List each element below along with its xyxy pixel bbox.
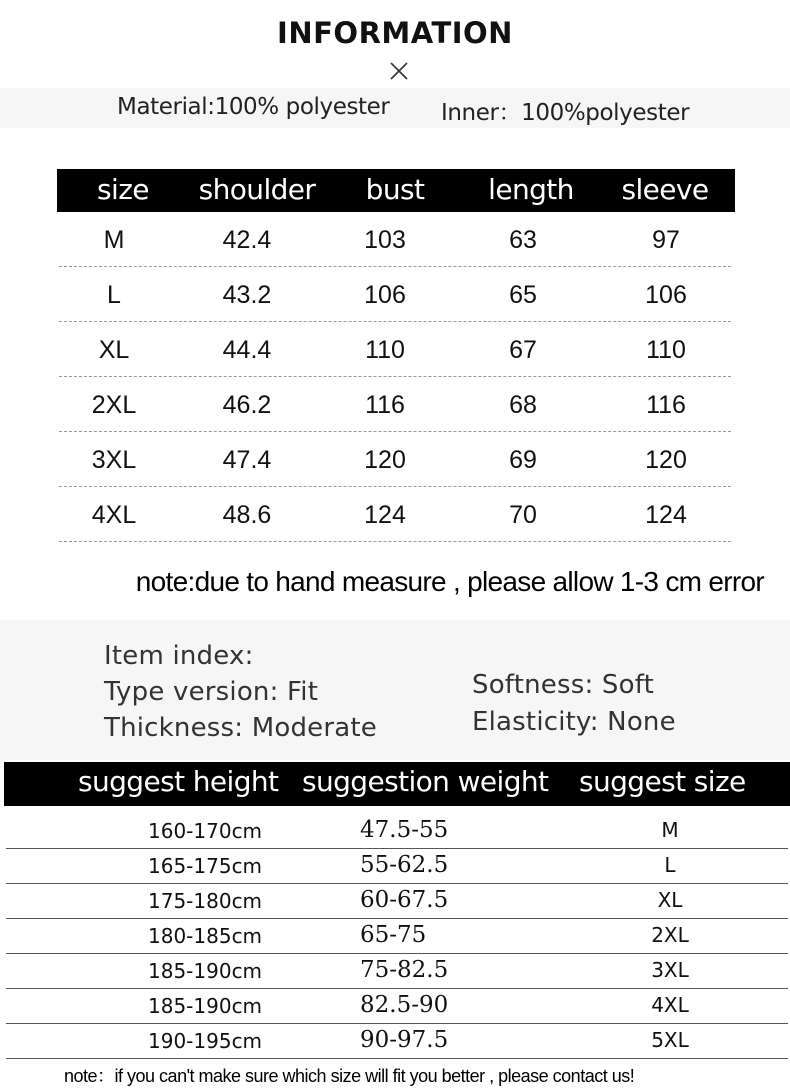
size-cell: M (103, 226, 125, 254)
weight-cell: 60-67.5 (360, 887, 449, 913)
suggestion-row (0, 919, 790, 954)
shoulder-cell: 42.4 (222, 226, 272, 254)
length-cell: 65 (509, 281, 537, 309)
size-table-row (0, 267, 790, 322)
col-header-suggest-size: suggest size (579, 765, 746, 798)
measure-note: note:due to hand measure , please allow 1-3 cm error (135, 566, 764, 597)
suggestion-row (0, 849, 790, 884)
size-table-row (0, 432, 790, 487)
col-header-suggestion-weight: suggestion weight (302, 765, 549, 798)
item-index-title: Item index: (104, 641, 254, 671)
col-header-length: length (488, 173, 574, 206)
size-cell: XL (98, 336, 130, 364)
shoulder-cell: 47.4 (222, 446, 272, 474)
suggestion-row (0, 884, 790, 919)
suggested-size-cell: M (661, 818, 679, 842)
shoulder-cell: 43.2 (222, 281, 272, 309)
suggestion-row (0, 1024, 790, 1059)
bust-cell: 110 (365, 336, 405, 364)
height-cell: 180-185cm (148, 924, 263, 948)
weight-cell: 65-75 (360, 922, 427, 948)
length-cell: 69 (509, 446, 537, 474)
height-cell: 175-180cm (148, 889, 263, 913)
sleeve-cell: 116 (646, 391, 686, 419)
sleeve-cell: 97 (652, 226, 680, 254)
suggested-size-cell: XL (657, 888, 683, 912)
weight-cell: 82.5-90 (360, 992, 449, 1018)
weight-cell: 55-62.5 (360, 852, 449, 878)
col-header-shoulder: shoulder (198, 173, 316, 206)
weight-cell: 75-82.5 (360, 957, 449, 983)
suggested-size-cell: 3XL (651, 958, 689, 982)
contact-note: note：if you can't make sure which size will fit you better , please contact us! (64, 1066, 635, 1086)
bust-cell: 106 (364, 281, 406, 309)
suggested-size-cell: 2XL (651, 923, 689, 947)
close-icon (388, 60, 410, 82)
size-table-row (0, 377, 790, 432)
suggested-size-cell: 4XL (651, 993, 689, 1017)
size-table-row (0, 487, 790, 542)
bust-cell: 124 (364, 501, 406, 529)
shoulder-cell: 46.2 (222, 391, 272, 419)
suggestion-row (0, 989, 790, 1024)
softness: Softness: Soft (472, 670, 654, 700)
size-cell: L (107, 281, 121, 309)
sleeve-cell: 110 (646, 336, 686, 364)
height-cell: 165-175cm (148, 854, 263, 878)
height-cell: 185-190cm (148, 994, 263, 1018)
size-table-row (0, 212, 790, 267)
shoulder-cell: 44.4 (222, 336, 272, 364)
sleeve-cell: 106 (645, 281, 687, 309)
size-cell: 3XL (91, 446, 137, 474)
length-cell: 70 (509, 501, 537, 529)
weight-cell: 90-97.5 (360, 1027, 449, 1053)
size-table-row (0, 322, 790, 377)
length-cell: 63 (509, 226, 537, 254)
suggestion-row (0, 814, 790, 849)
size-cell: 2XL (91, 391, 137, 419)
bust-cell: 103 (364, 226, 406, 254)
bust-cell: 120 (364, 446, 406, 474)
height-cell: 190-195cm (148, 1029, 263, 1053)
size-cell: 4XL (91, 501, 137, 529)
col-header-bust: bust (365, 173, 425, 206)
thickness: Thickness: Moderate (104, 713, 377, 743)
elasticity: Elasticity: None (472, 707, 676, 737)
type-version: Type version: Fit (104, 677, 319, 707)
shoulder-cell: 48.6 (222, 501, 272, 529)
length-cell: 68 (509, 391, 537, 419)
suggested-size-cell: L (664, 853, 676, 877)
col-header-size: size (97, 173, 149, 206)
length-cell: 67 (509, 336, 537, 364)
weight-cell: 47.5-55 (360, 817, 449, 843)
sleeve-cell: 124 (645, 501, 687, 529)
page-title: INFORMATION (277, 16, 513, 50)
suggested-size-cell: 5XL (651, 1028, 689, 1052)
bust-cell: 116 (365, 391, 405, 419)
col-header-suggest-height: suggest height (78, 765, 279, 798)
height-cell: 160-170cm (148, 819, 263, 843)
material-text: Material:100% polyester (117, 94, 390, 120)
height-cell: 185-190cm (148, 959, 263, 983)
sleeve-cell: 120 (645, 446, 687, 474)
suggestion-row (0, 954, 790, 989)
col-header-sleeve: sleeve (621, 173, 709, 206)
inner-material-text: Inner：100%polyester (441, 100, 690, 126)
